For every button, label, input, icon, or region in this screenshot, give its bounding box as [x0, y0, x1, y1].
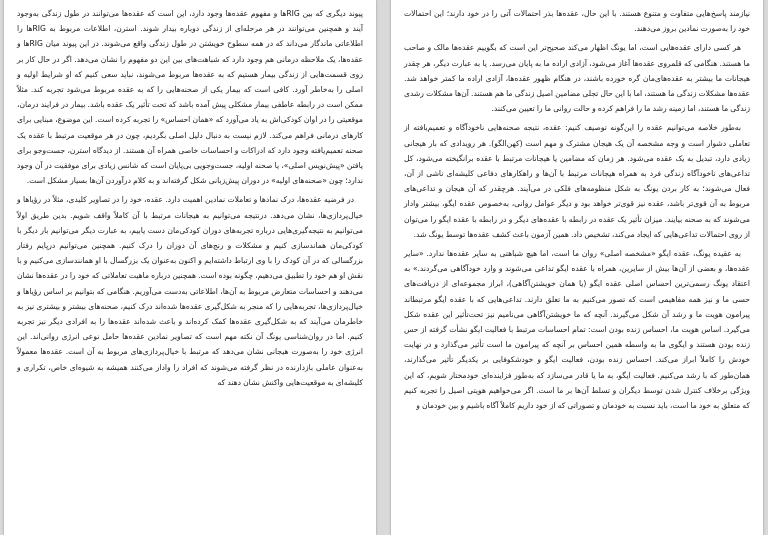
left-paragraph-1: پیوند دیگری که بین RIGها و مفهوم عقده‌ها وجود دارد، این است که عقده‌ها می‌توانند در طول زندگی به‌وجود آیند و همچنین می‌توانند در هر مرحله‌ای از زندگی دوباره بیدار شوند. استرن، اطلاعات مربوط به RIGها را اطلاعاتی ماندگار می‌داند که در همه سطوح خویشتن در طول زندگی واقع می‌شوند. در این پیوند میان RIGها و عقده‌ها، یک ملاحظه درمانی هم وجود دارد که شباهت‌های بین این دو مفهوم را نشان می‌دهد. اگر در حال کار بر روی قسمت‌هایی از زندگی بیمار هستیم که به عقده‌ها مربوط می‌شوند، نباید سعی کنیم که او شرایط اولیه و اصلی را به‌خاطر آورد. کافی است که بیمار یکی از صحنه‌هایی را که به عقده مربوط می‌شود تجربه کند. مثلاً ممکن است در رابطه عاطفی بیمار مشکلی پیش آمده باشد که تحت تأثیر یک عقده باشد. بیمار در فرایند درمان، موقعیتی را در اوان کودکی‌اش به یاد می‌آورد که «همان احساس» را تجربه کرده است. این موضوع، مبنایی برای کارهای درمانی فراهم می‌کند. لازم نیست به دنبال دلیل اصلی بگردیم، چون در هر موقعیت مرتبط با عقده یک صحنه تعمیم‌یافته وجود دارد که ادراکات و احساسات خاصی همراه آن هستند. از دیدگاه استرن، جست‌وجو برای یافتن «پیش‌نویس اصلی»، یا صحنه اولیه، جست‌وجویی بی‌پایان است که شانس زیادی برای موفقیت در آن وجود ندارد؛ چون «صحنه‌های اولیه» در دوران پیش‌زبانی شکل گرفته‌اند و به کلام درآوردن آن‌ها بسیار مشکل است.: [17, 9, 364, 186]
left-page: [4, 0, 376, 535]
right-paragraph-3: به‌طور خلاصه می‌توانیم عقده را این‌گونه توصیف کنیم: عقده، نتیجه صحنه‌هایی ناخودآگاه و تعمیم‌یافته از تعاملی دشوار است و وجه مشخصه آن یک هیجان مشترک و مهم است (کهن‌الگو). هر رویدادی که بار هیجانی زیادی دارد، تبدیل به یک عقده می‌شود. هر زمان که مضامین یا هیجانات مرتبط با عقده برانگیخته می‌شود، کل تداعی‌های ناخودآگاه زندگی فرد به همراه هیجانات مرتبط با آن‌ها و راهکارهای دفاعی کلیشه‌ای ناشی از آن، فعال می‌شوند؛ به کار بردن یونگ به شکل منظومه‌های فلکی در می‌آیند. هرچقدر که آن هیجان و تداعی‌های مربوط به آن قوی‌تر باشد، عقده نیز قوی‌تر خواهد بود و دیگر عوامل روانی، به‌خصوص عقده ایگو، بیشتر وادار می‌شوند که به صحنه بیایند. میزان تأثیر یک عقده در رابطه با عقده‌های دیگر و در رابطه با عقده ایگو را می‌توان از روی احتمالات تداعی‌هایی که ایجاد می‌کند، تشخیص داد. همین آزمون باعث کشف عقده‌ها توسط یونگ شد.: [404, 123, 750, 239]
right-paragraph-1: نیازمند پاسخ‌هایی متفاوت و متنوع هستند. با این حال، عقده‌ها بذر احتمالات آتی را در خود دارند؛ این احتمالات خود را به‌صورت نمادین بروز می‌دهند.: [404, 9, 750, 34]
right-page: [391, 0, 763, 535]
left-paragraph-2: در فرضیه عقده‌ها، درک نمادها و تعاملات نمادین اهمیت دارد. عقده، خود را در تصاویر کلیدی، مثلاً در رؤیاها و خیال‌پردازی‌ها، نشان می‌دهد. درنتیجه می‌توانیم به هیجانات مرتبط با آن کاملاً واقف شویم. بدین طریق اولاً می‌توانیم به نتیجه‌گیری‌هایی درباره تجربه‌های دوران کودکی‌مان دست یابیم، به عبارت دیگر می‌توانیم بار دیگر با کودکی‌مان هماندسازی کنیم و مشکلات و رنج‌های آن دوران را درک کنیم. همچنین می‌توانیم درپایم رفتار بزرگسالی که در آن کودک را با وی ارتباط داشته‌ایم و اکنون به‌عنوان یک بزرگسال با او همانندسازی می‌کنیم و با نقش او هم خود را تطبیق می‌دهیم، چگونه بوده است. همچنین درباره ماهیت تعاملاتی که خود را در عقده‌ها نشان می‌دهند و احساسات متعارض مربوط به آن‌ها، اطلاعاتی به‌دست می‌آوریم. هنگامی که بتوانیم بر اساس رؤیاها و خیال‌پردازی‌ها، تجربه‌هایی را که منجر به شکل‌گیری عقده‌ها شده‌اند درک کنیم، صحنه‌های بیشتر و بیشتری نیز به خاطرمان می‌آیند که به شکل‌گیری عقده‌ها کمک کرده‌اند و باعث شده‌اند عقده‌ها را به افرادی دیگر نیز تجربه کنیم. اما در روان‌شناسی یونگ آن نکته مهم است که تصاویر نمادین عقده‌ها حامل نوعی انرژی روانی‌اند. این انرژی خود را به‌صورت هیجانی نشان می‌دهد که مرتبط با خیال‌پردازی‌های مربوط به آن است. عقده‌ها معمولاً به‌عنوان عاملی بازدارنده در نظر گرفته می‌شوند که افراد را وادار می‌کنند همیشه به شیوه‌ای خاص، تکراری و کلیشه‌ای به موقعیت‌هایی واکنش نشان دهند که: [17, 195, 363, 387]
right-paragraph-2: هر کسی دارای عقده‌هایی است، اما یونگ اظهار می‌کند صحیح‌تر این است که بگوییم عقده‌ها مالک و صاحب ما هستند. هنگامی که قلمروی عقده‌ها آغاز می‌شود، آزادی اراده ما به پایان می‌رسد. یا به عبارت دیگر، هر چقدر هیجانات ما بیشتر به عقده‌های‌مان گره خورده باشند، در هنگام ظهور عقده‌ها، آزادی اراده ما کمتر خواهد شد. عقده‌ها مشکلات زندگی ما هستند، اما با این حال تجلی مضامین اصیل زندگی ما هم هستند. آن‌ها مشکلات رشدی زندگی ما هستند، اما زمینه رشد ما را فراهم کرده و حالت روانی ما را تعیین می‌کنند.: [404, 43, 750, 114]
right-paragraph-4: به عقیده یونگ، عقده ایگو «مشخصه اصلی» روان ما است، اما هیچ شباهتی به سایر عقده‌ها ندارد. «سایر عقده‌ها، و بعضی از آن‌ها بیش از سایرین، همراه با عقده ایگو تداعی می‌شوند و وارد خودآگاهی می‌گردند.» به اعتقاد یونگ رسمی‌ترین احساس اصلی عقده ایگو (یا همان خویشتن‌آگاهی)، ابراز مجموعه‌ای از دریافت‌های حسی ما و نیز همه مفاهیمی است که تصور می‌کنیم به ما تعلق دارند. تداعی‌هایی که با عقده ایگو مرتبطاند پیرامون هویت ما و رشد آن شکل می‌گیرند. آنچه که ما خویشتن‌آگاهی می‌نامیم نیز تحت‌تأثیر این عقده شکل می‌گیرد. اساس هویت ما، احساس زنده بودن است: تمام احساسات مرتبط با فعالیت ایگو نشأت گرفته از حس زنده بودن هستند و ایگوی ما به واسطه همین احساس بر آنچه که پیرامون ما است تأثیر می‌گذارد و در نهایت خودش را کاملاً ابراز می‌کند. احساس زنده بودن، فعالیت ایگو و خودشکوفایی بر یکدیگر تأثیر می‌گذارند، همان‌طور که با رشد می‌کنیم. فعالیت ایگو، به ما یا قادر می‌سازد که به‌طور فزاینده‌ای خودمختار شویم، که این ویژگی برخلاف کنترل شدن توسط دیگران و تسلط آن‌ها بر ما است. اگر می‌خواهیم هویتی اصیل را تجربه کنیم که متعلق به خود ما است، باید نسبت به خودمان و تصوراتی که از خود داریم کاملاً آگاه باشیم و بین خودمان و: [404, 249, 750, 411]
